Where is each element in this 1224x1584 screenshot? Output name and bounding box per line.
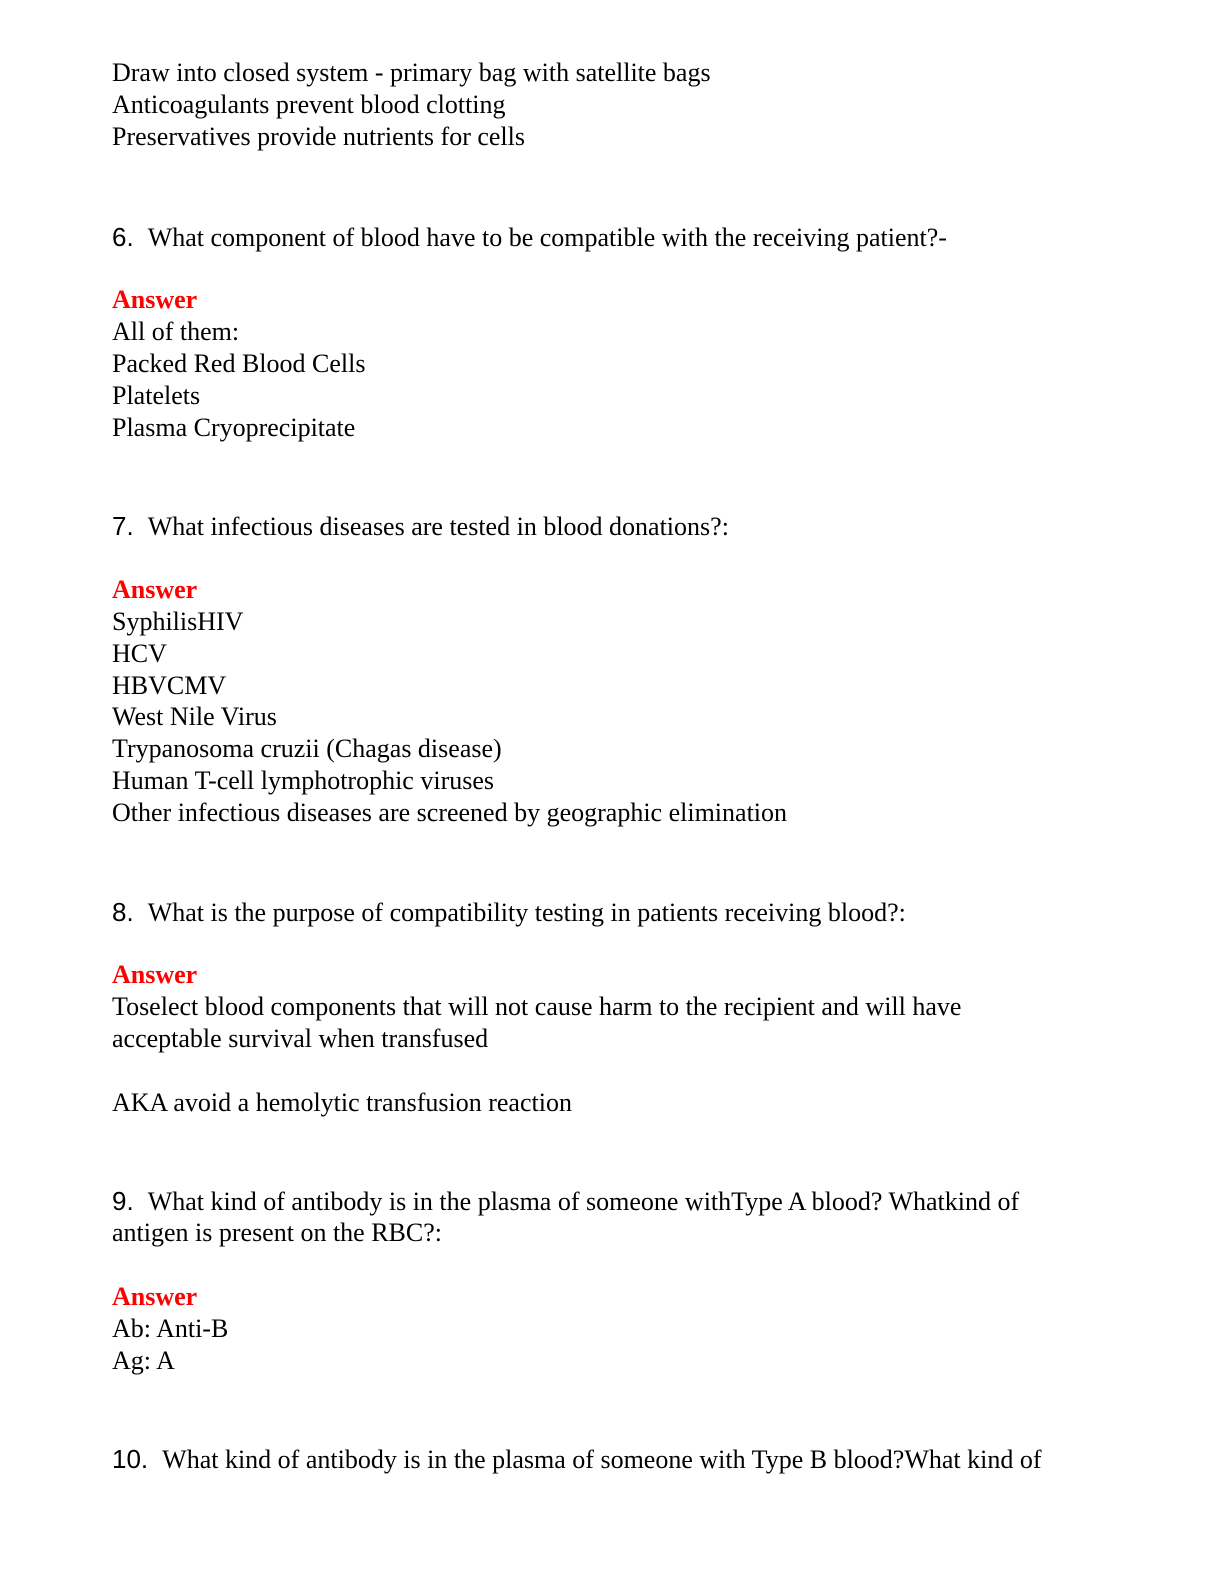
question-7	[112, 510, 729, 543]
question-text: What is the purpose of compatibility testing in patients receiving blood?:	[147, 898, 906, 927]
answer-line: acceptable survival when transfused	[112, 1024, 489, 1053]
answer-label: Answer	[112, 285, 198, 314]
answer-line: SyphilisHIV	[112, 607, 244, 636]
answer-line: Human T-cell lymphotrophic viruses	[112, 766, 495, 795]
answer-line: Ag: A	[112, 1346, 175, 1375]
question-text: What kind of antibody is in the plasma of someone with Type B blood?What kind of	[162, 1445, 1042, 1474]
answer-line: Toselect blood components that will not cause harm to the recipient and will have	[112, 992, 962, 1021]
question-text: What kind of antibody is in the plasma of someone withType A blood? Whatkind of	[147, 1187, 1020, 1216]
question-text-continued: antigen is present on the RBC?:	[112, 1218, 443, 1247]
question-10	[112, 1443, 1042, 1476]
answer-line: Plasma Cryoprecipitate	[112, 413, 356, 442]
answer-line: Ab: Anti-B	[112, 1314, 229, 1343]
answer-line: West Nile Virus	[112, 702, 277, 731]
intro-line: Draw into closed system - primary bag with satellite bags	[112, 58, 711, 87]
answer-line: Platelets	[112, 381, 201, 410]
question-number: 6.	[112, 222, 134, 252]
answer-line: Other infectious diseases are screened by geographic elimination	[112, 798, 788, 827]
question-9	[112, 1185, 1019, 1218]
intro-line: Anticoagulants prevent blood clotting	[112, 90, 506, 119]
answer-line: AKA avoid a hemolytic transfusion reaction	[112, 1088, 572, 1117]
answer-line: Packed Red Blood Cells	[112, 349, 366, 378]
question-number: 10.	[112, 1444, 149, 1474]
question-text: What component of blood have to be compatible with the receiving patient?-	[147, 223, 947, 252]
answer-label: Answer	[112, 960, 198, 989]
question-number: 8.	[112, 897, 134, 927]
question-text: What infectious diseases are tested in blood donations?:	[147, 512, 729, 541]
question-number: 9.	[112, 1186, 134, 1216]
question-6	[112, 221, 947, 254]
question-number: 7.	[112, 511, 134, 541]
answer-line: HCV	[112, 639, 167, 668]
question-8	[112, 896, 906, 929]
answer-label: Answer	[112, 1282, 198, 1311]
answer-line: Trypanosoma cruzii (Chagas disease)	[112, 734, 502, 763]
answer-line: HBVCMV	[112, 671, 227, 700]
answer-line: All of them:	[112, 317, 240, 346]
answer-label: Answer	[112, 575, 198, 604]
intro-line: Preservatives provide nutrients for cells	[112, 122, 525, 151]
